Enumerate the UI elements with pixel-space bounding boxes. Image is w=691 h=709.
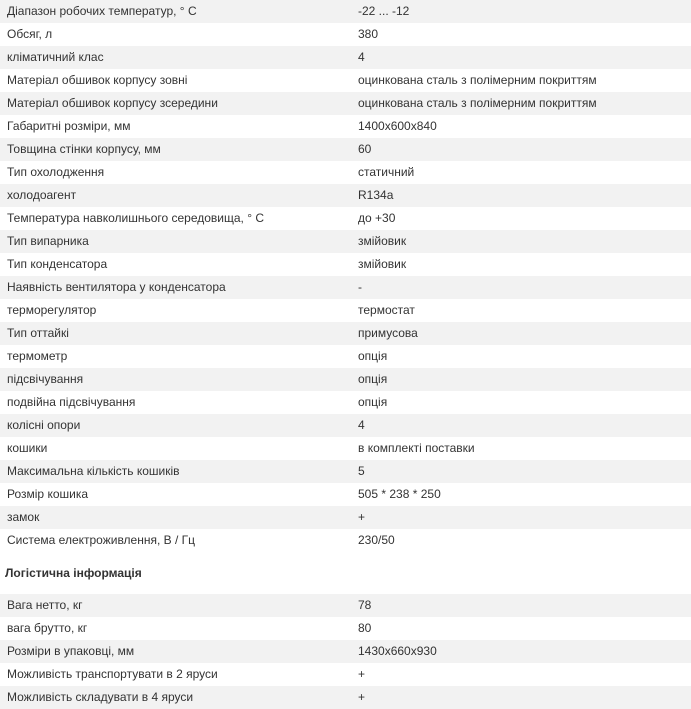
spec-label: Тип оттайкі <box>0 322 350 345</box>
table-row <box>0 184 691 207</box>
spec-label: Розміри в упаковці, мм <box>0 640 350 663</box>
table-row <box>0 23 691 46</box>
spec-value: 4 <box>350 414 691 437</box>
spec-label: Максимальна кількість кошиків <box>0 460 350 483</box>
table-row <box>0 207 691 230</box>
spec-value: примусова <box>350 322 691 345</box>
spec-label: терморегулятор <box>0 299 350 322</box>
spec-value: 380 <box>350 23 691 46</box>
spec-label: подвійна підсвічування <box>0 391 350 414</box>
table-row <box>0 368 691 391</box>
spec-label: кошики <box>0 437 350 460</box>
spec-label: Матеріал обшивок корпусу зсередини <box>0 92 350 115</box>
table-row <box>0 460 691 483</box>
table-row <box>0 138 691 161</box>
spec-value: опція <box>350 391 691 414</box>
spec-label: Товщина стінки корпусу, мм <box>0 138 350 161</box>
spec-label: Обсяг, л <box>0 23 350 46</box>
logistics-section-title: Логістична інформація <box>5 566 142 580</box>
table-row <box>0 617 691 640</box>
table-row <box>0 483 691 506</box>
spec-value: 1430х660х930 <box>350 640 691 663</box>
logistics-section-header <box>0 552 691 594</box>
spec-label: холодоагент <box>0 184 350 207</box>
spec-value: 60 <box>350 138 691 161</box>
spec-label: Розмір кошика <box>0 483 350 506</box>
table-row <box>0 0 691 23</box>
spec-value: 230/50 <box>350 529 691 552</box>
spec-value: + <box>350 506 691 529</box>
table-row <box>0 115 691 138</box>
table-row <box>0 640 691 663</box>
spec-label: кліматичний клас <box>0 46 350 69</box>
table-row <box>0 414 691 437</box>
spec-value: термостат <box>350 299 691 322</box>
table-row <box>0 594 691 617</box>
spec-value: в комплекті поставки <box>350 437 691 460</box>
table-row <box>0 92 691 115</box>
table-row <box>0 161 691 184</box>
spec-value: опція <box>350 368 691 391</box>
spec-value: оцинкована сталь з полімерним покриттям <box>350 69 691 92</box>
spec-value: до +30 <box>350 207 691 230</box>
table-row <box>0 230 691 253</box>
spec-value: 5 <box>350 460 691 483</box>
spec-label: замок <box>0 506 350 529</box>
spec-label: підсвічування <box>0 368 350 391</box>
spec-value: змійовик <box>350 253 691 276</box>
spec-label: Тип випарника <box>0 230 350 253</box>
spec-value: оцинкована сталь з полімерним покриттям <box>350 92 691 115</box>
spec-value: опція <box>350 345 691 368</box>
spec-label: термометр <box>0 345 350 368</box>
spec-value: змійовик <box>350 230 691 253</box>
spec-value: статичний <box>350 161 691 184</box>
spec-value: -22 ... -12 <box>350 0 691 23</box>
logistics-table <box>0 594 691 709</box>
table-row <box>0 46 691 69</box>
spec-value: + <box>350 663 691 686</box>
spec-value: - <box>350 276 691 299</box>
spec-label: Вага нетто, кг <box>0 594 350 617</box>
spec-label: Тип охолодження <box>0 161 350 184</box>
spec-label: вага брутто, кг <box>0 617 350 640</box>
table-row <box>0 69 691 92</box>
spec-label: Система електроживлення, В / Гц <box>0 529 350 552</box>
table-row <box>0 253 691 276</box>
spec-value: 78 <box>350 594 691 617</box>
spec-label: Габаритні розміри, мм <box>0 115 350 138</box>
table-row <box>0 391 691 414</box>
table-row <box>0 506 691 529</box>
spec-value: R134a <box>350 184 691 207</box>
spec-label: Тип конденсатора <box>0 253 350 276</box>
spec-label: Матеріал обшивок корпусу зовні <box>0 69 350 92</box>
spec-label: Можливість транспортувати в 2 яруси <box>0 663 350 686</box>
spec-value: + <box>350 686 691 709</box>
spec-label: Наявність вентилятора у конденсатора <box>0 276 350 299</box>
table-row <box>0 529 691 552</box>
table-row <box>0 437 691 460</box>
spec-value: 1400х600х840 <box>350 115 691 138</box>
spec-label: Температура навколишнього середовища, ° С <box>0 207 350 230</box>
table-row <box>0 276 691 299</box>
table-row <box>0 686 691 709</box>
table-row <box>0 299 691 322</box>
table-row <box>0 322 691 345</box>
spec-label: Діапазон робочих температур, ° С <box>0 0 350 23</box>
spec-value: 505 * 238 * 250 <box>350 483 691 506</box>
spec-label: Можливість складувати в 4 яруси <box>0 686 350 709</box>
spec-value: 80 <box>350 617 691 640</box>
table-row <box>0 663 691 686</box>
spec-value: 4 <box>350 46 691 69</box>
spec-label: колісні опори <box>0 414 350 437</box>
table-row <box>0 345 691 368</box>
